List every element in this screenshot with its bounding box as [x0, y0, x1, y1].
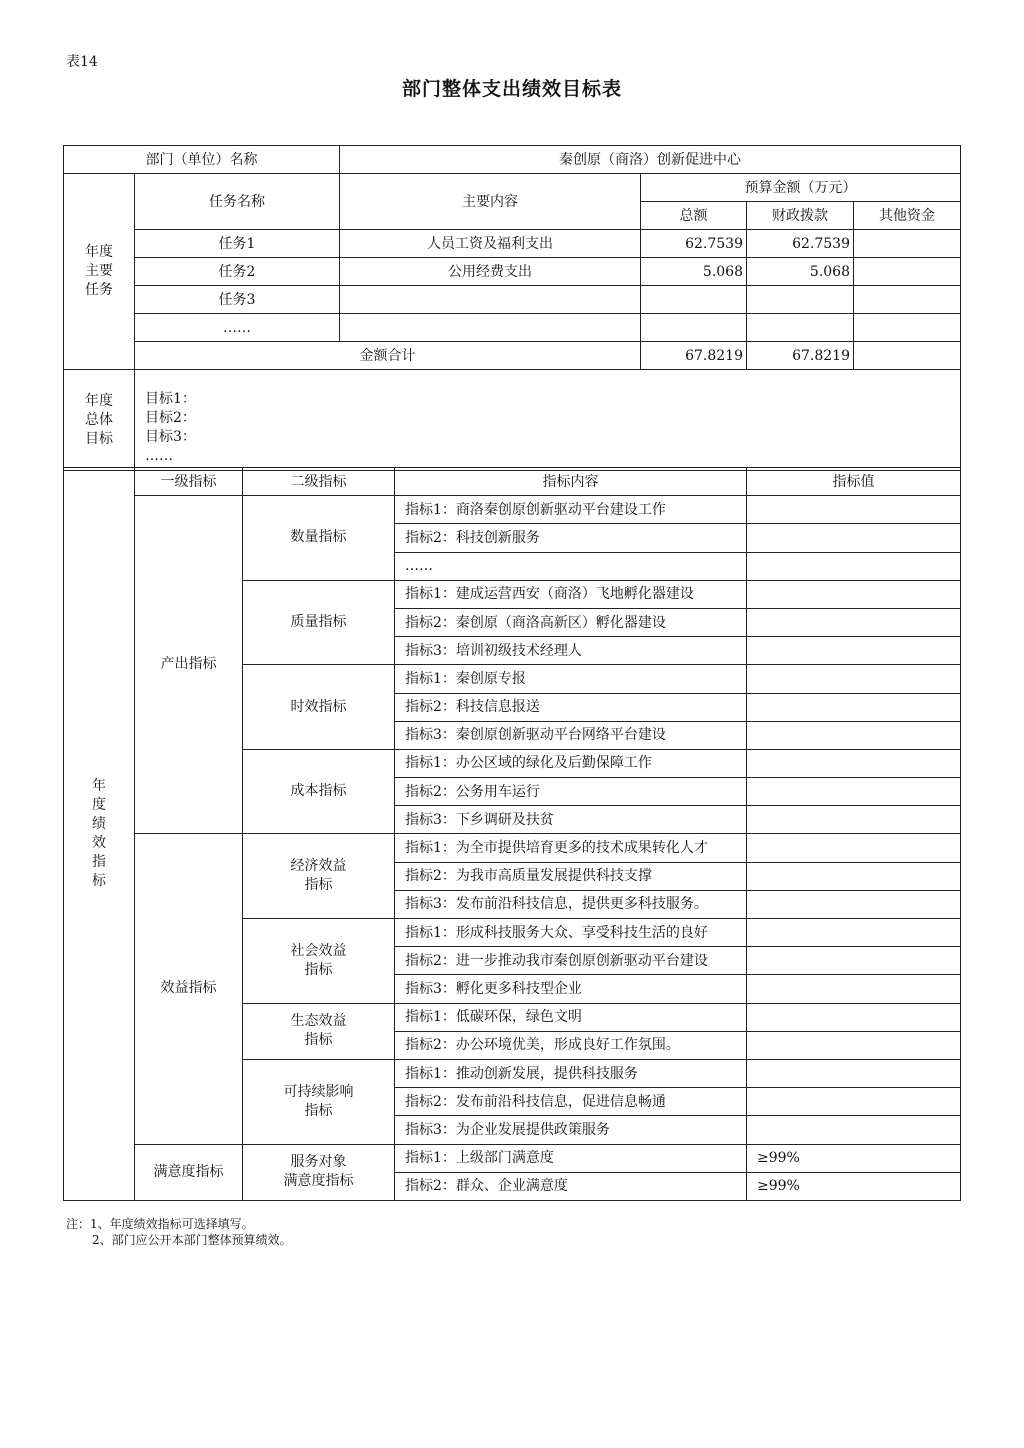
dept-label: 部门（单位）名称 — [64, 146, 340, 174]
indicator-value — [747, 1088, 961, 1116]
indicator-content: 指标3：发布前沿科技信息，提供更多科技服务。 — [395, 890, 747, 918]
indicator-value — [747, 862, 961, 890]
col-level2: 二级指标 — [243, 468, 395, 496]
goals-side-label: 年度 总体 目标 — [64, 370, 135, 471]
indicator-value — [747, 524, 961, 552]
dept-name: 秦创原（商洛）创新促进中心 — [340, 146, 961, 174]
indicator-content: 指标1：办公区域的绿化及后勤保障工作 — [395, 749, 747, 777]
level2-indicator: 成本指标 — [243, 749, 395, 834]
level2-indicator: 服务对象 满意度指标 — [243, 1144, 395, 1200]
indicator-content: 指标1：为全市提供培育更多的技术成果转化人才 — [395, 834, 747, 862]
indicator-row — [64, 834, 961, 862]
indicator-content: 指标3：培训初级技术经理人 — [395, 637, 747, 665]
task-other — [854, 258, 961, 286]
task-other — [854, 314, 961, 342]
indicator-content: 指标3：为企业发展提供政策服务 — [395, 1116, 747, 1144]
indicator-value — [747, 1003, 961, 1031]
indicator-content: 指标1：低碳环保，绿色文明 — [395, 1003, 747, 1031]
indicator-value — [747, 947, 961, 975]
col-level1: 一级指标 — [135, 468, 243, 496]
col-value: 指标值 — [747, 468, 961, 496]
indicator-value — [747, 975, 961, 1003]
task-content: 人员工资及福利支出 — [340, 230, 641, 258]
task-total: 62.7539 — [641, 230, 747, 258]
task-row — [64, 230, 961, 258]
indicator-value — [747, 496, 961, 524]
task-name: 任务2 — [135, 258, 340, 286]
indicator-value — [747, 637, 961, 665]
level1-indicator: 产出指标 — [135, 496, 243, 834]
indicator-row — [64, 1144, 961, 1172]
indicator-value — [747, 1116, 961, 1144]
indicator-content: 指标3：下乡调研及扶贫 — [395, 806, 747, 834]
indicator-content: 指标2：科技信息报送 — [395, 693, 747, 721]
col-other: 其他资金 — [854, 202, 961, 230]
indicators-side-label: 年 度 绩 效 指 标 — [64, 468, 135, 1201]
sum-label: 金额合计 — [135, 342, 641, 370]
task-other — [854, 286, 961, 314]
indicator-content: 指标2：为我市高质量发展提供科技支撑 — [395, 862, 747, 890]
indicator-content: 指标1：建成运营西安（商洛）飞地孵化器建设 — [395, 580, 747, 608]
task-row — [64, 258, 961, 286]
task-content — [340, 314, 641, 342]
task-row — [64, 286, 961, 314]
indicator-value — [747, 778, 961, 806]
level2-indicator: 社会效益 指标 — [243, 919, 395, 1004]
task-content: 公用经费支出 — [340, 258, 641, 286]
indicator-content: 指标3：孵化更多科技型企业 — [395, 975, 747, 1003]
level2-indicator: 数量指标 — [243, 496, 395, 581]
task-row — [64, 314, 961, 342]
page-title: 部门整体支出绩效目标表 — [401, 78, 622, 100]
indicator-content: 指标2：办公环境优美，形成良好工作氛围。 — [395, 1031, 747, 1059]
task-other — [854, 230, 961, 258]
task-total — [641, 286, 747, 314]
indicator-content: …… — [395, 552, 747, 580]
table-number: 表14 — [66, 54, 98, 70]
indicator-value: ≥99% — [747, 1144, 961, 1172]
sum-other — [854, 342, 961, 370]
indicator-value — [747, 890, 961, 918]
goal-line: 目标2： — [145, 410, 196, 426]
sum-total: 67.8219 — [641, 342, 747, 370]
indicator-content: 指标1：上级部门满意度 — [395, 1144, 747, 1172]
level2-indicator: 生态效益 指标 — [243, 1003, 395, 1059]
goal-line: …… — [145, 448, 173, 464]
level2-indicator: 质量指标 — [243, 580, 395, 665]
indicator-content: 指标1：商洛秦创原创新驱动平台建设工作 — [395, 496, 747, 524]
col-fiscal: 财政拨款 — [747, 202, 854, 230]
task-fiscal: 5.068 — [747, 258, 854, 286]
tasks-side-label: 年度 主要 任务 — [64, 174, 135, 370]
col-task-name: 任务名称 — [135, 174, 340, 230]
indicators-table — [63, 467, 961, 1201]
indicator-value — [747, 665, 961, 693]
indicator-value — [747, 919, 961, 947]
indicator-row — [64, 496, 961, 524]
sum-fiscal: 67.8219 — [747, 342, 854, 370]
sum-row — [64, 342, 961, 370]
col-main-content: 主要内容 — [340, 174, 641, 230]
indicator-content: 指标1：秦创原专报 — [395, 665, 747, 693]
indicator-value — [747, 1059, 961, 1087]
indicator-content: 指标2：秦创原（商洛高新区）孵化器建设 — [395, 608, 747, 636]
indicator-content: 指标1：形成科技服务大众、享受科技生活的良好 — [395, 919, 747, 947]
indicator-value — [747, 1031, 961, 1059]
indicator-value — [747, 693, 961, 721]
task-fiscal — [747, 314, 854, 342]
indicator-content: 指标2：进一步推动我市秦创原创新驱动平台建设 — [395, 947, 747, 975]
indicator-value — [747, 749, 961, 777]
task-content — [340, 286, 641, 314]
level2-indicator: 时效指标 — [243, 665, 395, 750]
level1-indicator: 效益指标 — [135, 834, 243, 1144]
indicator-value — [747, 580, 961, 608]
task-total: 5.068 — [641, 258, 747, 286]
task-name: …… — [135, 314, 340, 342]
goals-content — [135, 370, 961, 471]
col-content: 指标内容 — [395, 468, 747, 496]
indicator-value — [747, 552, 961, 580]
indicator-content: 指标2：公务用车运行 — [395, 778, 747, 806]
goal-line: 目标3： — [145, 429, 196, 445]
indicator-value — [747, 608, 961, 636]
goal-line: 目标1： — [145, 391, 196, 407]
level2-indicator: 可持续影响 指标 — [243, 1059, 395, 1144]
level2-indicator: 经济效益 指标 — [243, 834, 395, 919]
budget-tasks-table — [63, 145, 961, 471]
indicator-content: 指标2：群众、企业满意度 — [395, 1172, 747, 1200]
note-line: 2、部门应公开本部门整体预算绩效。 — [92, 1233, 292, 1247]
indicator-value — [747, 721, 961, 749]
col-budget: 预算金额（万元） — [641, 174, 961, 202]
indicator-content: 指标1：推动创新发展，提供科技服务 — [395, 1059, 747, 1087]
notes — [66, 1216, 292, 1248]
task-total — [641, 314, 747, 342]
task-fiscal — [747, 286, 854, 314]
task-fiscal: 62.7539 — [747, 230, 854, 258]
task-name: 任务3 — [135, 286, 340, 314]
indicator-content: 指标2：发布前沿科技信息，促进信息畅通 — [395, 1088, 747, 1116]
indicator-content: 指标3：秦创原创新驱动平台网络平台建设 — [395, 721, 747, 749]
indicator-value — [747, 834, 961, 862]
col-total: 总额 — [641, 202, 747, 230]
note-line: 注：1、年度绩效指标可选择填写。 — [66, 1217, 254, 1231]
indicator-value — [747, 806, 961, 834]
indicator-value: ≥99% — [747, 1172, 961, 1200]
level1-indicator: 满意度指标 — [135, 1144, 243, 1200]
task-name: 任务1 — [135, 230, 340, 258]
indicator-content: 指标2：科技创新服务 — [395, 524, 747, 552]
indicators-header-row — [64, 468, 961, 496]
